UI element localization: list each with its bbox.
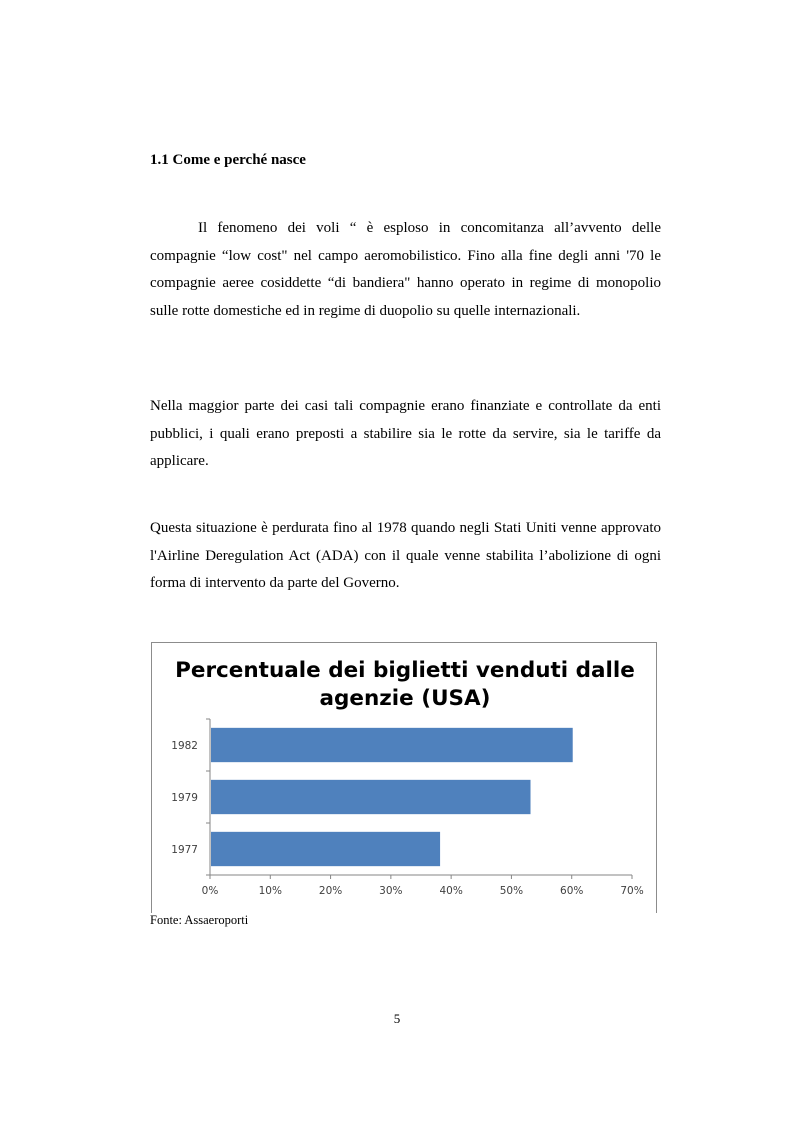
paragraph-1: Il fenomeno dei voli “ è esploso in concomitanza all’avvento delle compagnie “low cost" nel campo aeromobilistico. Fino alla fine degli anni '70 le compagnie aeree cosiddette “di bandiera" hanno operato in regime di monopolio sulle rotte domestiche ed in regime di duopolio su quelle internazionali. xyxy=(150,220,661,319)
y-tick-label-1982: 1982 xyxy=(171,740,198,752)
x-tick-label-70pct: 70% xyxy=(620,885,644,897)
bar-chart xyxy=(151,642,657,913)
bar-1979 xyxy=(211,780,531,814)
section-heading: 1.1 Come e perché nasce xyxy=(150,152,306,168)
page-number: 5 xyxy=(393,1011,401,1026)
x-tick-label-20pct: 20% xyxy=(318,885,343,897)
x-tick-label-40pct: 40% xyxy=(439,885,463,897)
paragraph-3: Questa situazione è perdurata fino al 1978 quando negli Stati Uniti venne approvato l'Airline Deregulation Act (ADA) con il quale venne stabilita l’abolizione di ogni forma di intervento da parte del Governo. xyxy=(150,520,661,591)
chart-title-line-1: Percentuale dei biglietti venduti dalle xyxy=(175,658,635,683)
chart-source: Fonte: Assaeroporti xyxy=(150,913,249,927)
x-tick-label-30pct: 30% xyxy=(379,885,403,897)
y-tick-label-1977: 1977 xyxy=(171,844,198,856)
bar-1982 xyxy=(211,728,573,762)
bar-1977 xyxy=(211,832,440,866)
chart-title-line-2: agenzie (USA) xyxy=(319,686,491,711)
paragraph-2: Nella maggior parte dei casi tali compagnie erano finanziate e controllate da enti pubblici, i quali erano preposti a stabilire sia le rotte da servire, sia le tariffe da applicare. xyxy=(150,398,661,469)
y-tick-label-1979: 1979 xyxy=(171,792,198,804)
x-tick-label-60pct: 60% xyxy=(560,885,584,897)
x-tick-label-50pct: 50% xyxy=(499,885,524,897)
x-tick-label-10pct: 10% xyxy=(258,885,282,897)
x-tick-label-0pct: 0% xyxy=(201,885,219,897)
chart-canvas xyxy=(152,643,658,914)
